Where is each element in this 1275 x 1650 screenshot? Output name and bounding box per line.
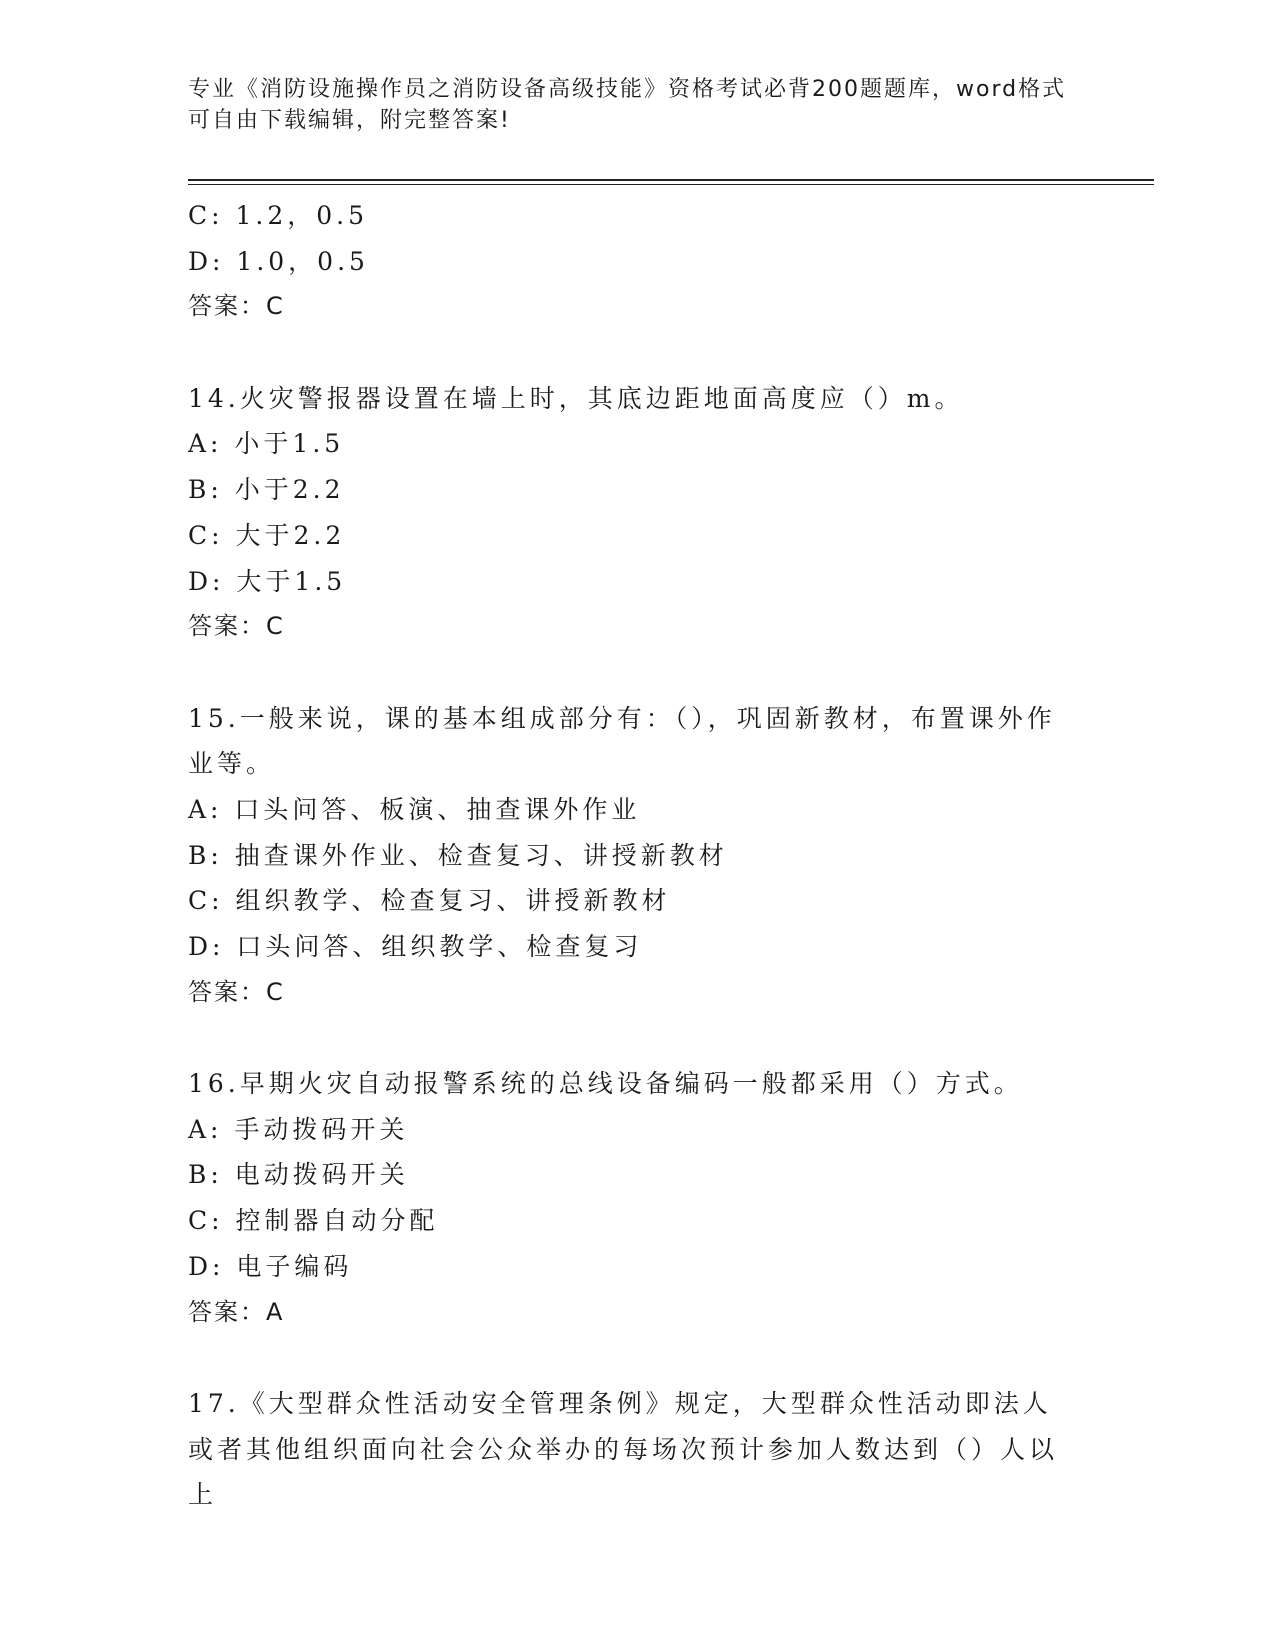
option-a: A: 口头问答、板演、抽查课外作业	[188, 794, 641, 824]
option-a: A: 手动拨码开关	[188, 1114, 409, 1144]
spacer	[188, 330, 1088, 376]
question-block-15	[188, 696, 1088, 1016]
question-block-14	[188, 376, 1088, 650]
option-d: D: 口头问答、组织教学、检查复习	[188, 932, 643, 962]
question-block-16	[188, 1061, 1088, 1335]
option-c: C: 1.2，0.5	[188, 201, 369, 230]
answer: 答案：C	[188, 292, 285, 321]
spacer	[188, 1335, 1088, 1381]
option-d: D: 电子编码	[188, 1251, 353, 1281]
option-c: C: 控制器自动分配	[188, 1206, 439, 1236]
question-stem: 17.《大型群众性活动安全管理条例》规定，大型群众性活动即法人或者其他组织面向社会公众举办的每场次预计参加人数达到（）人以上	[188, 1388, 1059, 1510]
option-d: D: 大于1.5	[188, 566, 347, 596]
question-block-13	[188, 193, 1088, 330]
option-a: A: 小于1.5	[188, 429, 345, 459]
answer: 答案：C	[188, 977, 285, 1006]
question-stem: 14.火灾警报器设置在墙上时，其底边距地面高度应（）m。	[188, 383, 964, 413]
question-block-17	[188, 1381, 1088, 1518]
question-stem: 15.一般来说，课的基本组成部分有：（），巩固新教材，布置课外作业等。	[188, 703, 1056, 779]
spacer	[188, 650, 1088, 696]
header-divider-thin	[188, 184, 1154, 185]
option-d: D: 1.0，0.5	[188, 246, 369, 276]
answer: 答案：A	[188, 1297, 285, 1326]
option-c: C: 组织教学、检查复习、讲授新教材	[188, 886, 671, 916]
question-stem: 16.早期火灾自动报警系统的总线设备编码一般都采用（）方式。	[188, 1069, 1023, 1099]
answer: 答案：C	[188, 612, 285, 641]
option-b: B: 小于2.2	[188, 475, 345, 505]
question-list	[188, 193, 1088, 1518]
header-divider	[188, 179, 1154, 181]
option-b: B: 电动拨码开关	[188, 1160, 409, 1190]
document-header: 专业《消防设施操作员之消防设备高级技能》资格考试必背200题题库，word格式可自由下载编辑，附完整答案!	[188, 77, 1067, 133]
option-c: C: 大于2.2	[188, 520, 346, 550]
option-b: B: 抽查课外作业、检查复习、讲授新教材	[188, 840, 728, 870]
spacer	[188, 1015, 1088, 1061]
